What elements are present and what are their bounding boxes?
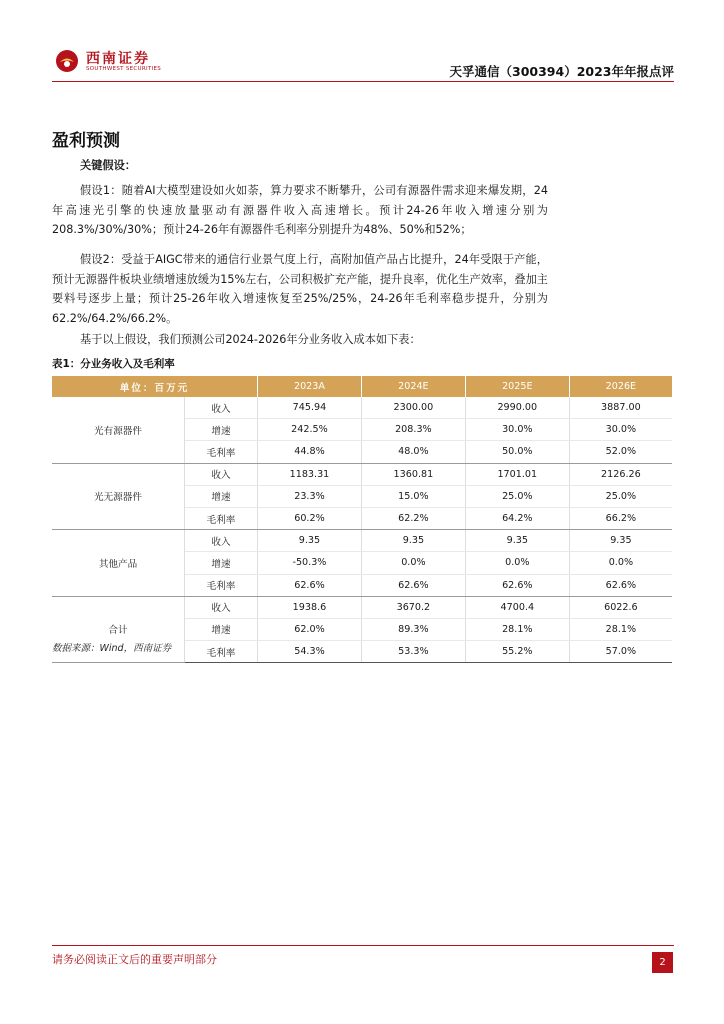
logo-circle-icon (55, 49, 79, 73)
table-cell: 745.94 (258, 397, 362, 419)
table-cell: 62.0% (258, 618, 362, 640)
table-cell: 9.35 (258, 530, 362, 552)
table-row (52, 596, 672, 618)
table-cell: 1701.01 (465, 463, 569, 485)
metric-label: 增速 (185, 552, 258, 574)
revenue-margin-table (52, 376, 672, 663)
page-number: 2 (652, 952, 673, 973)
table-cell: 0.0% (465, 552, 569, 574)
table-cell: 23.3% (258, 485, 362, 507)
metric-label: 增速 (185, 419, 258, 441)
metric-label: 毛利率 (185, 441, 258, 463)
table-cell: 30.0% (465, 419, 569, 441)
table-cell: 25.0% (569, 485, 672, 507)
metric-label: 收入 (185, 397, 258, 419)
table-cell: 25.0% (465, 485, 569, 507)
assumption-2-paragraph: 假设2：受益于AIGC带来的通信行业景气度上行，高附加值产品占比提升，24年受限于产能，预计无源器件板块业绩增速放缓为15%左右，公司积极扩充产能，提升良率，优化生产效率，叠加主要料号逐步上量；预计25-26年收入增速恢复至25%/25%，24-26年毛利率稳步提升，分别为62.2%/64.2%/66.2%。 (52, 253, 548, 325)
table-cell: 89.3% (361, 618, 465, 640)
table-cell: 55.2% (465, 641, 569, 663)
section-title: 盈利预测 (52, 131, 120, 151)
year-header: 2026E (569, 376, 672, 397)
table-row (52, 530, 672, 552)
logo-chinese-name: 西南证券 (86, 51, 150, 67)
table-cell: 62.6% (258, 574, 362, 596)
table-cell: 62.6% (465, 574, 569, 596)
table-cell: 52.0% (569, 441, 672, 463)
table-cell: -50.3% (258, 552, 362, 574)
table-cell: 62.6% (569, 574, 672, 596)
table-cell: 1938.6 (258, 596, 362, 618)
product-group-name: 合计 (52, 596, 185, 663)
unit-header: 单位：百万元 (52, 376, 258, 397)
product-group-name: 光无源器件 (52, 463, 185, 530)
table-cell: 48.0% (361, 441, 465, 463)
table-cell: 57.0% (569, 641, 672, 663)
table-cell: 0.0% (569, 552, 672, 574)
table-cell: 2126.26 (569, 463, 672, 485)
table-cell: 9.35 (569, 530, 672, 552)
table-cell: 44.8% (258, 441, 362, 463)
table-cell: 54.3% (258, 641, 362, 663)
report-title: 天孚通信（300394）2023年年报点评 (449, 64, 674, 79)
table-cell: 28.1% (465, 618, 569, 640)
table-cell: 3887.00 (569, 397, 672, 419)
product-group-name: 其他产品 (52, 530, 185, 597)
table-cell: 30.0% (569, 419, 672, 441)
product-group-name: 光有源器件 (52, 397, 185, 463)
table-cell: 0.0% (361, 552, 465, 574)
company-logo (52, 44, 212, 80)
table-cell: 66.2% (569, 507, 672, 529)
page-header (52, 44, 674, 84)
table-cell: 6022.6 (569, 596, 672, 618)
table-cell: 53.3% (361, 641, 465, 663)
header-divider (52, 81, 674, 82)
table-cell: 208.3% (361, 419, 465, 441)
table-cell: 15.0% (361, 485, 465, 507)
table-cell: 3670.2 (361, 596, 465, 618)
table-cell: 60.2% (258, 507, 362, 529)
table-cell: 62.6% (361, 574, 465, 596)
metric-label: 毛利率 (185, 574, 258, 596)
metric-label: 增速 (185, 485, 258, 507)
table-cell: 9.35 (465, 530, 569, 552)
metric-label: 毛利率 (185, 507, 258, 529)
metric-label: 收入 (185, 463, 258, 485)
table-cell: 2300.00 (361, 397, 465, 419)
year-header: 2023A (258, 376, 362, 397)
table-cell: 1183.31 (258, 463, 362, 485)
table-cell: 50.0% (465, 441, 569, 463)
summary-paragraph: 基于以上假设，我们预测公司2024-2026年分业务收入成本如下表： (80, 333, 421, 346)
table-row (52, 397, 672, 419)
table-caption: 表1：分业务收入及毛利率 (52, 358, 175, 370)
table-cell: 1360.81 (361, 463, 465, 485)
table-row (52, 463, 672, 485)
metric-label: 毛利率 (185, 641, 258, 663)
metric-label: 增速 (185, 618, 258, 640)
metric-label: 收入 (185, 596, 258, 618)
table-cell: 62.2% (361, 507, 465, 529)
footer-divider (52, 945, 674, 946)
table-cell: 64.2% (465, 507, 569, 529)
table-cell: 242.5% (258, 419, 362, 441)
table-cell: 4700.4 (465, 596, 569, 618)
table-cell: 28.1% (569, 618, 672, 640)
logo-english-name: SOUTHWEST SECURITIES (86, 66, 162, 72)
data-source-note: 数据来源：Wind，西南证券 (52, 643, 172, 654)
year-header: 2025E (465, 376, 569, 397)
year-header: 2024E (361, 376, 465, 397)
assumption-1-paragraph: 假设1：随着AI大模型建设如火如荼，算力要求不断攀升，公司有源器件需求迎来爆发期，24年高速光引擎的快速放量驱动有源器件收入高速增长。预计24-26年收入增速分别为208.3%/30%/30%；预计24-26年有源器件毛利率分别提升为48%、50%和52%； (52, 184, 548, 236)
table-header-row (52, 376, 672, 397)
table-cell: 2990.00 (465, 397, 569, 419)
key-assumptions-label: 关键假设： (80, 159, 136, 172)
metric-label: 收入 (185, 530, 258, 552)
footer-disclaimer: 请务必阅读正文后的重要声明部分 (52, 953, 217, 966)
table-cell: 9.35 (361, 530, 465, 552)
